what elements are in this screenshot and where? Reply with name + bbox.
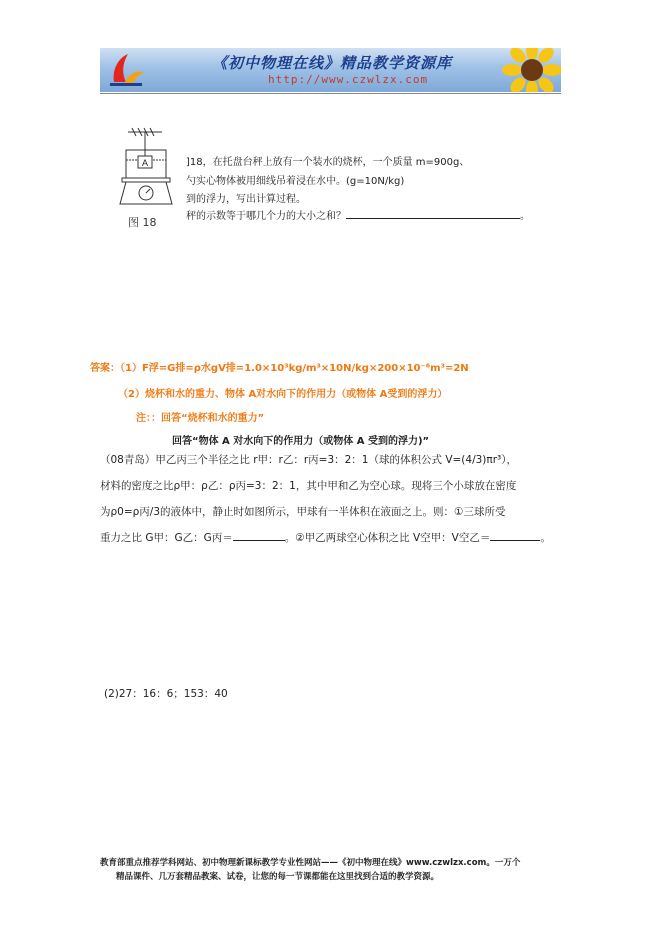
banner-title: 《初中物理在线》精品教学资源库 <box>212 54 453 72</box>
answer-label: 答案： <box>90 363 120 374</box>
sunflower-icon <box>502 48 561 92</box>
figure-caption: 图 18 <box>128 216 157 229</box>
problem2-line-4-c: 。 <box>540 532 551 544</box>
problem2-line-4 <box>100 530 551 545</box>
header-banner <box>100 48 561 92</box>
figure-box-label: A <box>141 158 149 168</box>
gravity-ratio-blank <box>233 530 285 541</box>
answer-note: 注：：回答“烧杯和水的重力” <box>136 413 265 424</box>
problem2-line-4-b: 。②甲乙两球空心体积之比 V空甲：V空乙＝ <box>284 532 491 544</box>
logo-icon <box>106 52 146 88</box>
question-line-2: 勺实心物体被用细线吊着浸在水中。(g=10N/kg) <box>186 176 405 187</box>
problem2-line-1: （08青岛）甲乙丙三个半径之比 r甲：r乙：r丙=3：2：1（球的体积公式 V=(4/3)πr³）， <box>100 454 517 466</box>
banner-url[interactable]: http://www.czwlzx.com <box>268 73 429 86</box>
hollow-volume-ratio-blank <box>490 530 540 541</box>
answer-blank <box>346 208 520 219</box>
question-line-3: 到的浮力，写出计算过程。 <box>186 194 306 205</box>
question-line-4 <box>186 207 530 222</box>
header-divider <box>100 93 561 94</box>
problem2-answer: (2)27：16：6；153：40 <box>104 688 228 700</box>
footer-line-2: 精品课件、几万套精品教案、试卷，让您的每一节课都能在这里找到合适的教学资源。 <box>116 872 440 882</box>
problem2-line-3: 为ρ0=ρ丙/3的液体中，静止时如图所示，甲球有一半体积在液面之上。则：①三球所受 <box>100 506 506 518</box>
question-line-4-end: 。 <box>520 211 530 222</box>
footer-line-1: 教育部重点推荐学科网站、初中物理新课标教学专业性网站——《初中物理在线》www.czwlzx.com。一万个 <box>100 858 521 868</box>
problem2-line-2: 材料的密度之比ρ甲：ρ乙：ρ丙=3：2：1，其中甲和乙为空心球。现将三个小球放在密度 <box>100 480 517 492</box>
question-line-1: ]18，在托盘台秤上放有一个装水的烧杯，一个质量 m=900g、 <box>186 157 470 168</box>
question-line-4-text: 秤的示数等于哪几个力的大小之和？ <box>186 211 346 222</box>
answer-line-1 <box>90 359 469 374</box>
answer-part-1: （1）F浮=G排=ρ水gV排=1.0×10³kg/m³×10N/kg×200×10⁻⁶m³=2N <box>120 363 469 374</box>
problem2-line-4-a: 重力之比 G甲：G乙：G丙＝ <box>100 532 233 544</box>
answer-line-2: （2）烧杯和水的重力、物体 A对水向下的作用力（或物体 A受到的浮力） <box>118 389 448 400</box>
answer-note-alt: 回答“物体 A 对水向下的作用力（或物体 A 受到的浮力)” <box>172 436 430 447</box>
